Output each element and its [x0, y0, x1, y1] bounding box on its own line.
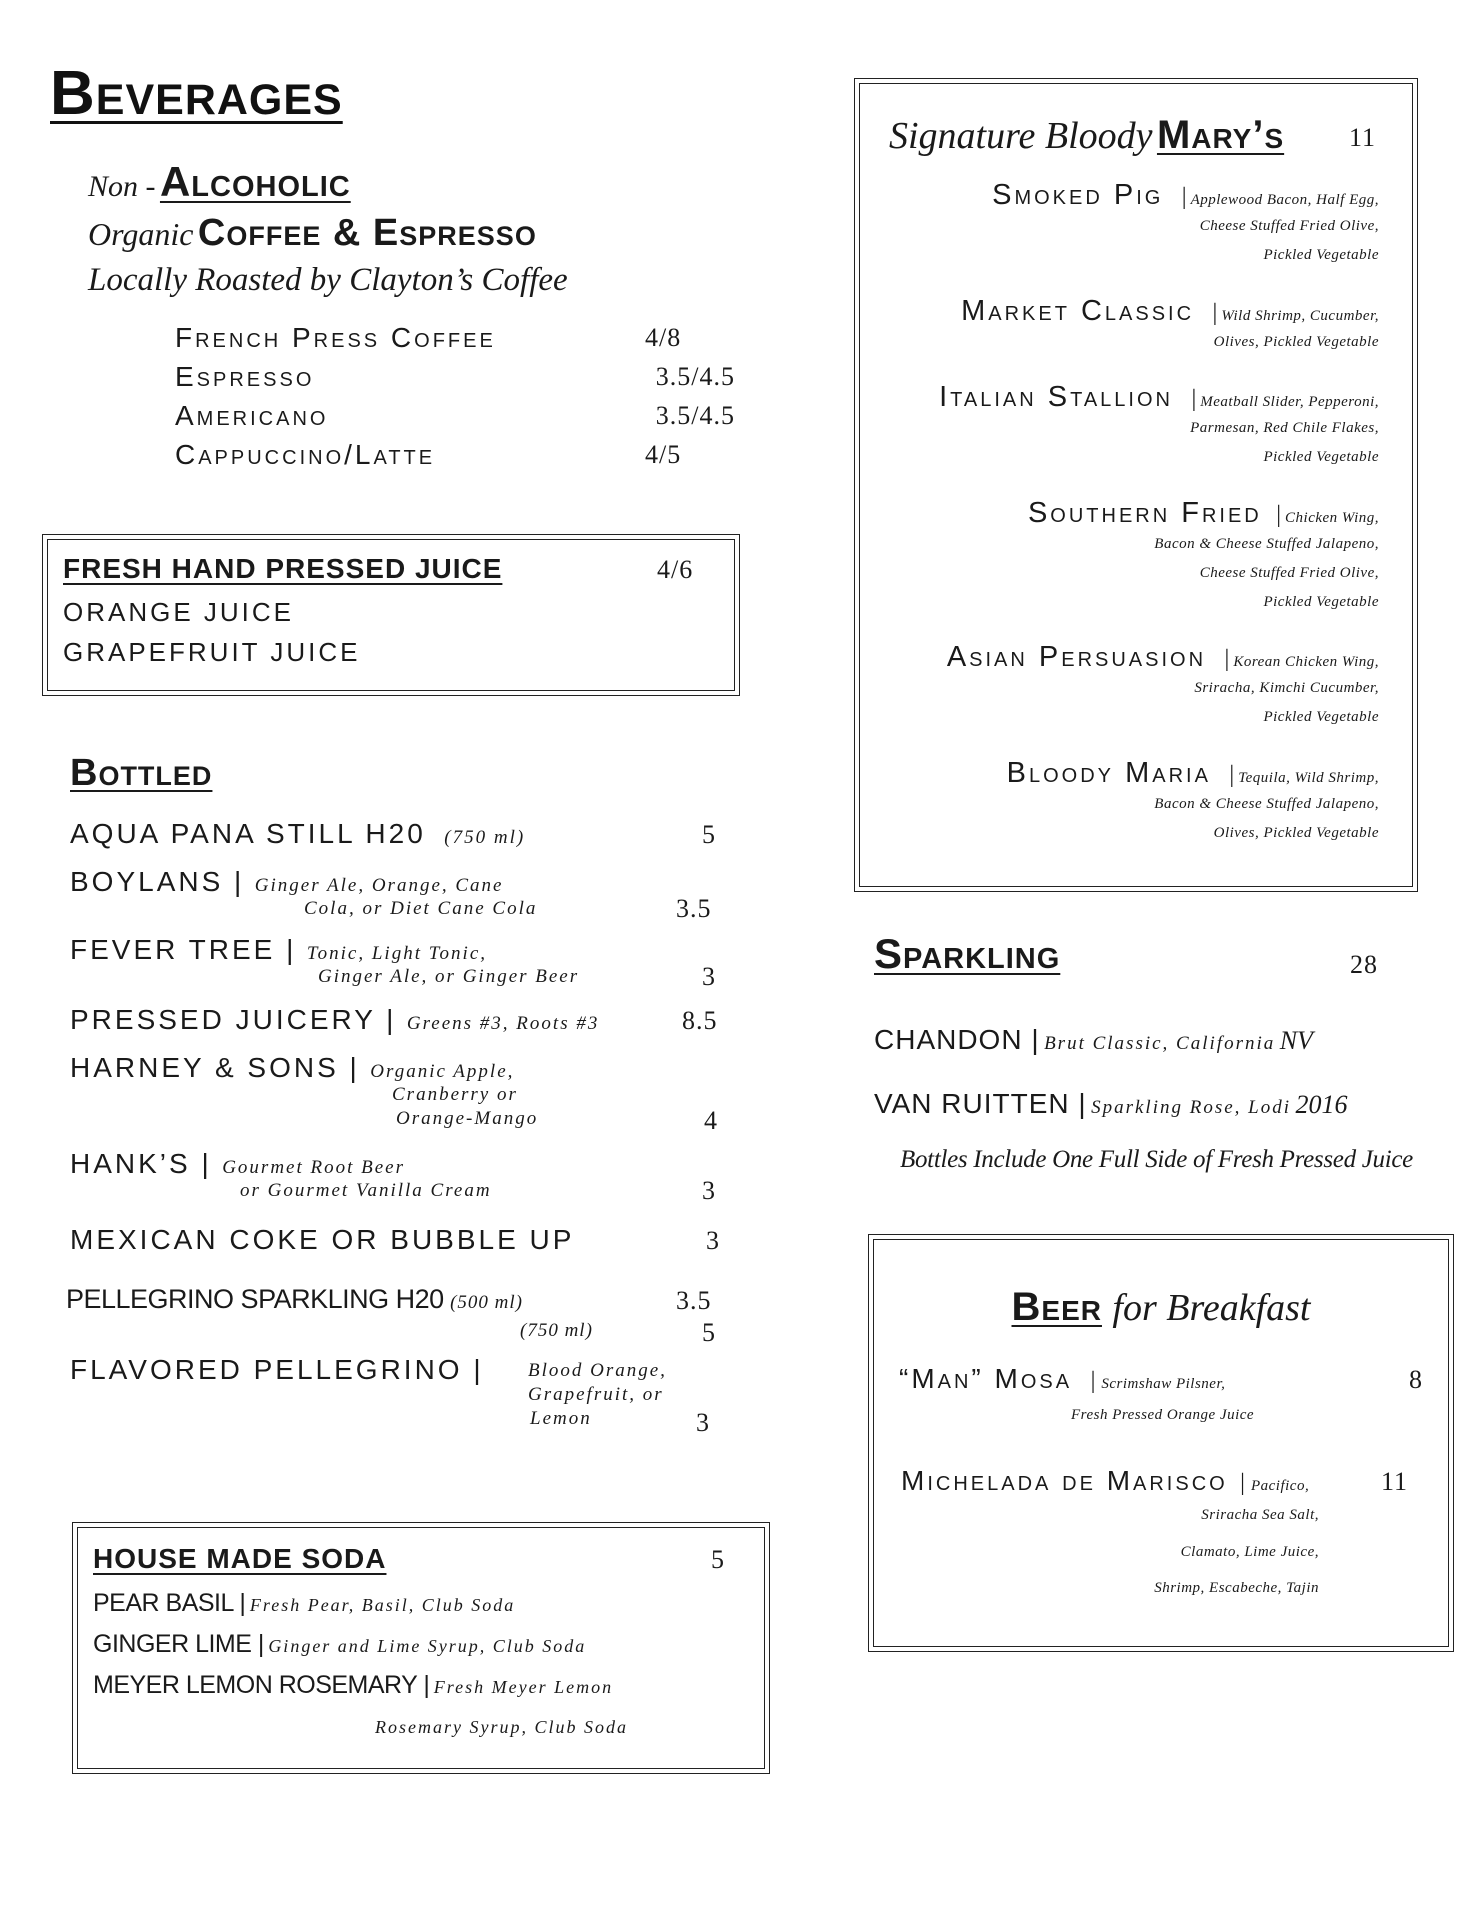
coffee-item: Americano 3.5/4.5 — [175, 399, 735, 431]
coffee-item: Cappuccino/Latte 4/5 — [175, 438, 682, 470]
bloody-mary-item: Smoked Pig | Applewood Bacon, Half Egg, Cheese Stuffed Fried Olive, Pickled Vegetable — [992, 179, 1379, 263]
roaster-line: Locally Roasted by Clayton’s Coffee — [88, 262, 568, 298]
coffee-prefix: Organic — [88, 216, 194, 252]
soda-price: 5 — [711, 1545, 725, 1574]
juice-heading: FRESH HAND PRESSED JUICE — [63, 553, 503, 584]
beer-item: Michelada de Marisco | Pacifico, Sriracha Sea Salt, Clamato, Lime Juice, Shrimp, Escabeche, Tajin 11 — [901, 1465, 1409, 1596]
juice-box — [42, 534, 740, 696]
sparkling-heading: Sparkling — [874, 930, 1061, 977]
bloody-mary-item: Southern Fried | Chicken Wing, Bacon & Cheese Stuffed Jalapeno, Cheese Stuffed Fried Olive, Pickled Vegetable — [1027, 497, 1379, 610]
sparkling-note: Bottles Include One Full Side of Fresh Pressed Juice — [900, 1146, 1413, 1173]
coffee-title: Coffee & Espresso — [197, 212, 537, 254]
soda-heading: HOUSE MADE SODA — [93, 1543, 387, 1574]
bottled-heading: Bottled — [70, 752, 213, 794]
bottled-item: MEXICAN COKE OR BUBBLE UP 3 — [70, 1224, 720, 1255]
bloody-mary-price: 11 — [1349, 123, 1377, 152]
sparkling-item: CHANDON | Brut Classic, California NV — [874, 1024, 1313, 1055]
soda-item: PEAR BASIL | Fresh Pear, Basil, Club Soda — [93, 1589, 516, 1617]
bottled-item: HANK’S | Gourmet Root Beer or Gourmet Vanilla Cream 3 — [70, 1148, 716, 1205]
soda-box — [72, 1522, 770, 1774]
soda-item: GINGER LIME | Ginger and Lime Syrup, Club Soda — [93, 1630, 587, 1658]
sparkling-price: 28 — [1350, 950, 1378, 979]
sparkling-item: VAN RUITTEN | Sparkling Rose, Lodi 2016 — [874, 1088, 1348, 1119]
bottled-item: FLAVORED PELLEGRINO | Blood Orange, Grapefruit, or Lemon 3 — [70, 1354, 710, 1437]
bottled-item: AQUA PANA STILL H20 (750 ml) 5 — [70, 818, 716, 849]
coffee-heading — [88, 212, 537, 255]
beer-item: “Man” Mosa | Scrimshaw Pilsner, Fresh Pressed Orange Juice 8 — [899, 1363, 1423, 1423]
juice-price: 4/6 — [657, 555, 694, 584]
bloody-mary-item: Italian Stallion | Meatball Slider, Pepperoni, Parmesan, Red Chile Flakes, Pickled Vegetable — [939, 381, 1379, 465]
alcoholic-heading: Alcoholic — [159, 158, 351, 205]
page-title: Beverages — [50, 59, 343, 128]
beer-box — [868, 1234, 1454, 1652]
bloody-mary-item: Bloody Maria | Tequila, Wild Shrimp, Bacon & Cheese Stuffed Jalapeno, Olives, Pickled Vegetable — [1006, 757, 1379, 841]
coffee-item: French Press Coffee 4/8 — [175, 321, 682, 353]
coffee-list — [175, 318, 735, 474]
coffee-item: Espresso 3.5/4.5 — [175, 360, 735, 392]
beer-heading: Beer for Breakfast — [1011, 1285, 1311, 1329]
bottled-item: PRESSED JUICERY | Greens #3, Roots #3 8.5 — [70, 1004, 718, 1035]
juice-item: GRAPEFRUIT JUICE — [63, 637, 361, 667]
bottled-item: HARNEY & SONS | Organic Apple, Cranberry or Orange-Mango 4 — [70, 1052, 718, 1135]
soda-item: MEYER LEMON ROSEMARY | Fresh Meyer Lemon — [93, 1671, 614, 1699]
bloody-mary-heading: Signature Bloody Mary’s — [889, 113, 1285, 157]
bloody-mary-item: Asian Persuasion | Korean Chicken Wing, Sriracha, Kimchi Cucumber, Pickled Vegetable — [946, 641, 1379, 725]
bottled-item: BOYLANS | Ginger Ale, Orange, Cane Cola, or Diet Cane Cola 3.5 — [70, 866, 712, 923]
bottled-item: FEVER TREE | Tonic, Light Tonic, Ginger Ale, or Ginger Beer 3 — [70, 934, 716, 991]
non-alcoholic-heading — [88, 158, 351, 206]
juice-item: ORANGE JUICE — [63, 597, 295, 627]
bloody-mary-box — [854, 78, 1418, 892]
bottled-item: PELLEGRINO SPARKLING H20 (500 ml) 3.5 (750 ml) 5 — [66, 1284, 716, 1347]
non-prefix: Non - — [88, 170, 156, 203]
soda-desc-cont: Rosemary Syrup, Club Soda — [375, 1717, 628, 1737]
bloody-mary-item: Market Classic | Wild Shrimp, Cucumber, Olives, Pickled Vegetable — [961, 295, 1379, 350]
